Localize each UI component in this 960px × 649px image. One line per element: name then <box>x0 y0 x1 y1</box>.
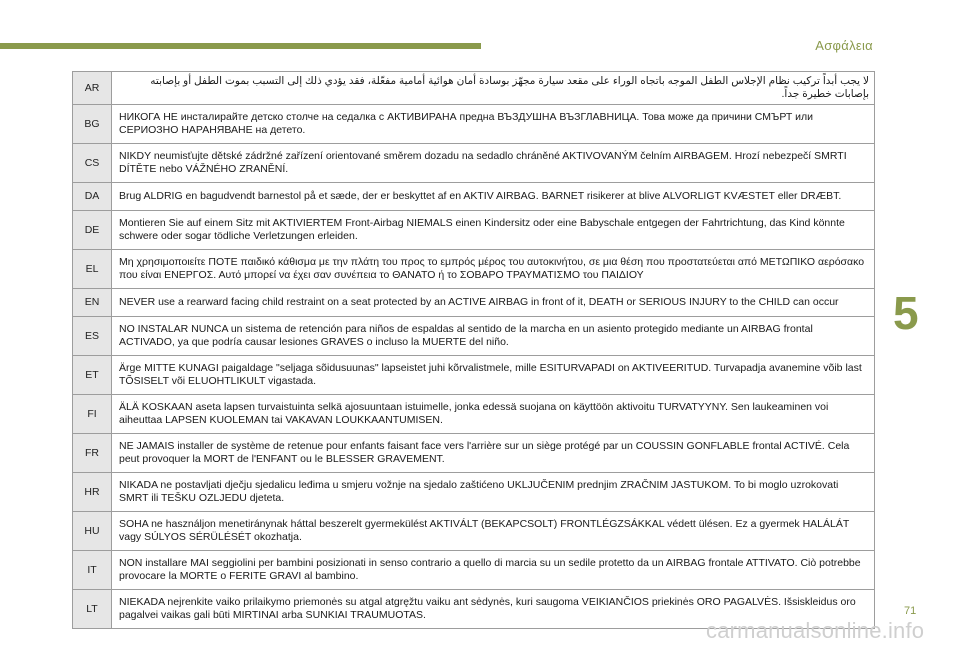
language-code: CS <box>73 144 112 183</box>
warning-text: Ärge MITTE KUNAGI paigaldage "seljaga sõidusuunas" lapseistet juhi kõrvalistmele, mille ESITURVAPADI on AKTIVEERITUD. Turvapadja avanemine võib last TÕSISELT või ELUOHTLIKULT vigastada. <box>112 356 875 395</box>
warning-text: NE JAMAIS installer de système de retenue pour enfants faisant face vers l'arrière sur un siège protégé par un COUSSIN GONFLABLE frontal ACTIVÉ. Cela peut provoquer la MORT de l'ENFANT ou le BLESSER GRAVEMENT. <box>112 434 875 473</box>
language-code: DA <box>73 183 112 211</box>
language-code: BG <box>73 105 112 144</box>
table-row <box>73 356 875 395</box>
language-code: FI <box>73 395 112 434</box>
warning-text: Brug ALDRIG en bagudvendt barnestol på et sæde, der er beskyttet af en AKTIV AIRBAG. BARNET risikerer at blive ALVORLIGT KVÆSTET eller DRÆBT. <box>112 183 875 211</box>
warning-text: SOHA ne használjon menetiránynak háttal beszerelt gyermekülést AKTIVÁLT (BEKAPCSOLT) FRONTLÉGZSÁKKAL védett ülésen. Ez a gyermek HALÁLÁT vagy SÚLYOS SÉRÜLÉSÉT okozhatja. <box>112 512 875 551</box>
table-row <box>73 395 875 434</box>
language-code: EL <box>73 250 112 289</box>
chapter-number: 5 <box>893 287 919 339</box>
warning-text: NEVER use a rearward facing child restraint on a seat protected by an ACTIVE AIRBAG in front of it, DEATH or SERIOUS INJURY to the CHILD can occur <box>112 289 875 317</box>
header-accent-bar <box>0 43 481 49</box>
table-row <box>73 211 875 250</box>
warning-text: Μη χρησιμοποιείτε ΠΟΤΕ παιδικό κάθισμα με την πλάτη του προς το εμπρός μέρος του αυτοκινήτου, σε μια θέση που προστατεύεται από ΜΕΤΩΠΙΚΟ αερόσακο που είναι ΕΝΕΡΓΟΣ. Αυτό μπορεί να έχει σαν συνέπεια το ΘΑΝΑΤΟ ή το ΣΟΒΑΡΟ ΤΡΑΥΜΑΤΙΣΜΟ του ΠΑΙΔΙΟΥ <box>112 250 875 289</box>
warning-text: NIKDY neumisťujte dětské zádržné zařízení orientované směrem dozadu na sedadlo chráněné AKTIVOVANÝM čelním AIRBAGEM. Hrozí nebezpečí SMRTI DÍTĚTE nebo VÁŽNÉHO ZRANĚNÍ. <box>112 144 875 183</box>
language-code: AR <box>73 72 112 105</box>
language-code: IT <box>73 551 112 590</box>
airbag-warning-table <box>72 71 875 629</box>
table-row <box>73 72 875 105</box>
warning-text: НИКОГА НЕ инсталирайте детско столче на седалка с АКТИВИРАНА предна ВЪЗДУШНА ВЪЗГЛАВНИЦА. Това може да причини СМЪРТ или СЕРИОЗНО НАРАНЯВАНЕ на детето. <box>112 105 875 144</box>
table-row <box>73 144 875 183</box>
language-code: ET <box>73 356 112 395</box>
warning-text: NO INSTALAR NUNCA un sistema de retención para niños de espaldas al sentido de la marcha en un asiento protegido mediante un AIRBAG frontal ACTIVADO, ya que podría causar lesiones GRAVES o incluso la MUERTE del niño. <box>112 317 875 356</box>
warning-text: NIEKADA nejrenkite vaiko prilaikymo priemonės su atgal atgręžtu vaiku ant sėdynės, kuri saugoma VEIKIANČIOS priekinės ORO PAGALVĖS. Išsiskleidus oro pagalvei vaikas gali būti MIRTINAI arba SUNKIAI TRAUMUOTAS. <box>112 590 875 629</box>
page-number: 71 <box>904 605 917 617</box>
language-code: DE <box>73 211 112 250</box>
table-row <box>73 473 875 512</box>
warning-text: NON installare MAI seggiolini per bambini posizionati in senso contrario a quello di marcia su un sedile protetto da un AIRBAG frontale ATTIVATO. Ciò potrebbe provocare la MORTE o FERITE GRAVI al bambino. <box>112 551 875 590</box>
table-row <box>73 105 875 144</box>
language-code: HU <box>73 512 112 551</box>
language-code: ES <box>73 317 112 356</box>
warning-text: لا يجب أبداً تركيب نظام الإجلاس الطفل الموجه باتجاه الوراء على مقعد سيارة مجهّز بوسادة أمان هوائية أمامية مفعّلة، فقد يؤدي ذلك إلى التسبب بموت الطفل أو بإصابته بإصابات خطيرة جداً. <box>112 72 875 105</box>
warning-text: ÄLÄ KOSKAAN aseta lapsen turvaistuinta selkä ajosuuntaan istuimelle, jonka edessä suojana on käyttöön aktivoitu TURVATYYNY. Sen laukeaminen voi aiheuttaa LAPSEN KUOLEMAN tai VAKAVAN LOUKKAANTUMISEN. <box>112 395 875 434</box>
table-row <box>73 512 875 551</box>
language-code: EN <box>73 289 112 317</box>
table-row <box>73 551 875 590</box>
table-row <box>73 250 875 289</box>
table-row <box>73 317 875 356</box>
warning-text: NIKADA ne postavljati dječju sjedalicu leđima u smjeru vožnje na sjedalo zaštićeno UKLJUČENIM prednjim ZRAČNIM JASTUKOM. To bi moglo uzrokovati SMRT ili TEŠKU OZLJEDU djeteta. <box>112 473 875 512</box>
warning-text: Montieren Sie auf einem Sitz mit AKTIVIERTEM Front-Airbag NIEMALS einen Kindersitz oder eine Babyschale entgegen der Fahrtrichtung, das Kind könnte schwere oder sogar tödliche Verletzungen erleiden. <box>112 211 875 250</box>
table-row <box>73 289 875 317</box>
table-row <box>73 183 875 211</box>
watermark-text: carmanualsonline.info <box>706 618 925 643</box>
table-row <box>73 434 875 473</box>
language-code: HR <box>73 473 112 512</box>
language-code: FR <box>73 434 112 473</box>
language-code: LT <box>73 590 112 629</box>
section-title: Ασφάλεια <box>815 38 873 53</box>
